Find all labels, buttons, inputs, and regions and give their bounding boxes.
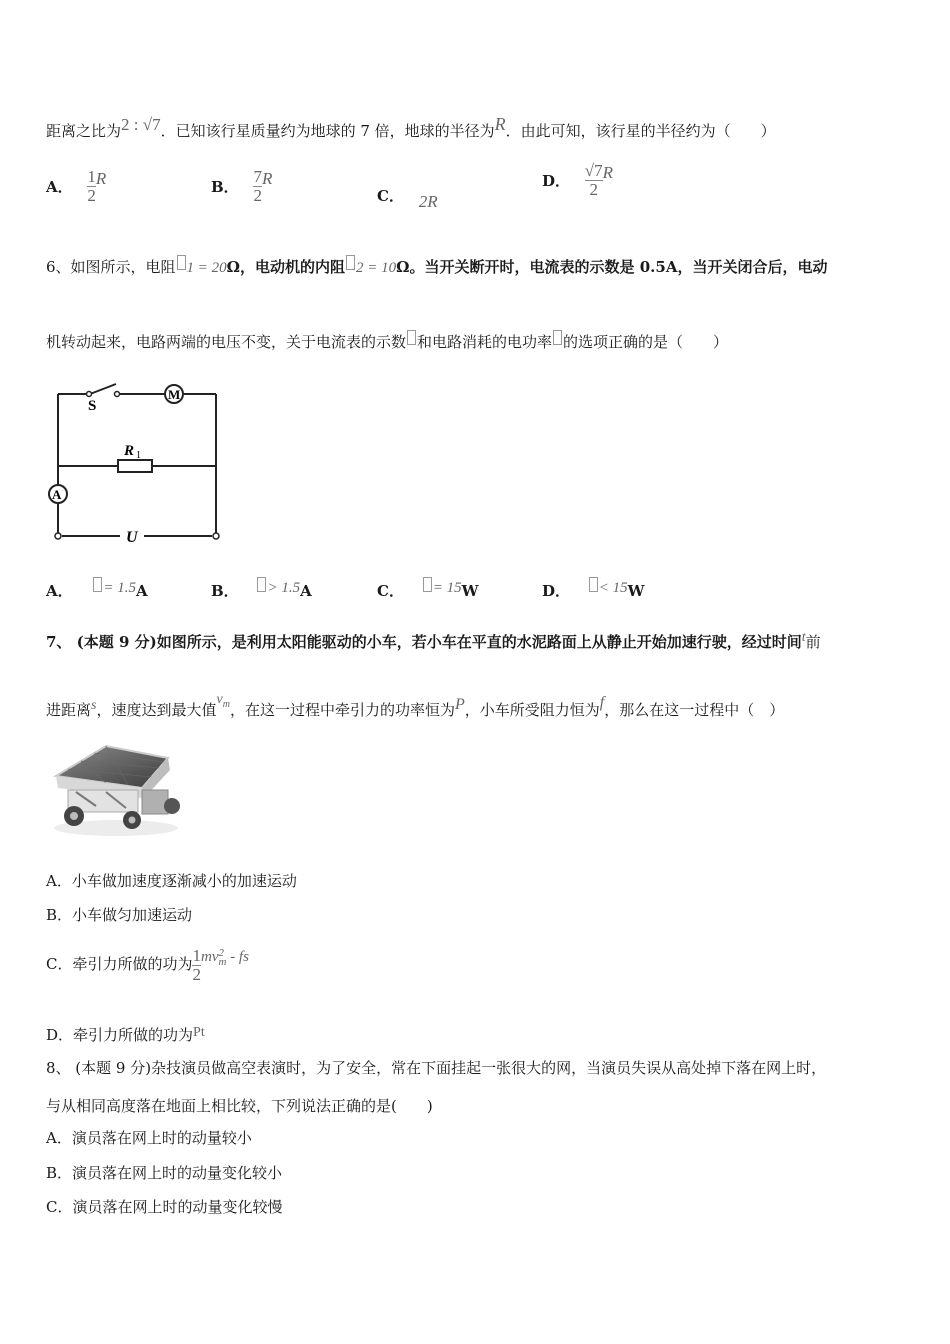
resistance-r1: 1 = 20	[186, 260, 227, 276]
option-label: B．	[211, 178, 239, 196]
q5-option-a[interactable]: A． $\frac{1}{2}$ R	[46, 167, 107, 205]
placeholder-glyph	[589, 577, 598, 592]
kinetic-energy-expr: mv 2 m - fs	[200, 946, 249, 968]
q5-text: 距离之比为	[46, 122, 122, 140]
q8-stem-line2: 与从相同高度落在地面上相比较，下列说法正确的是( )	[46, 1097, 433, 1115]
placeholder-glyph	[407, 330, 416, 345]
q8-option-c[interactable]: C．演员落在网上时的动量变化较慢	[46, 1198, 283, 1216]
gearbox	[142, 790, 168, 814]
option-label: C．	[377, 582, 404, 600]
work-expr: Pt	[193, 1025, 205, 1040]
voltage-label: U	[126, 529, 138, 546]
option-label: B．	[211, 582, 239, 600]
fraction: $\frac{1}{2}$	[87, 167, 96, 205]
placeholder-glyph	[346, 255, 355, 270]
q5-text: ．已知该行星质量约为地球的 7 倍，地球的半径为	[160, 122, 495, 140]
switch-contact	[87, 392, 92, 397]
q5-stem	[46, 112, 776, 143]
fraction: $\frac{1}{2}$	[192, 945, 201, 984]
max-velocity-symbol: $v_m$	[216, 692, 230, 710]
q5-ratio: 2 : √7	[121, 115, 161, 134]
q6-option-d[interactable]: D． < 15W	[542, 577, 645, 601]
resistor-r1	[118, 460, 152, 472]
q6-stem-line2: 机转动起来，电路两端的电压不变，关于电流表的示数 和电路消耗的电功率 的选项正确的是（ ）	[46, 330, 728, 354]
option-label: A．	[46, 582, 73, 600]
placeholder-glyph	[553, 330, 562, 345]
q5-text: ．由此可知，该行星的半径约为（ ）	[505, 122, 776, 140]
solar-car-photo	[46, 740, 186, 840]
q7-option-d[interactable]: D．牵引力所做的功为Pt	[46, 1025, 205, 1044]
resistor-subscript: 1	[136, 450, 141, 461]
distance-symbol: s	[91, 698, 97, 713]
placeholder-glyph	[177, 255, 186, 270]
placeholder-glyph	[257, 577, 266, 592]
q5-option-b[interactable]: B． $\frac{7}{2}$ R	[211, 167, 273, 205]
ammeter-label: A	[52, 487, 62, 502]
option-label: D．	[542, 582, 571, 600]
option-label: A．	[46, 178, 73, 196]
fraction: $\frac{7}{2}$	[253, 167, 262, 205]
placeholder-glyph	[93, 577, 102, 592]
terminal-right	[213, 533, 219, 539]
q7-option-a[interactable]: A．小车做加速度逐渐减小的加速运动	[46, 872, 297, 890]
q5-radius-symbol: R	[494, 114, 506, 134]
q8-option-a[interactable]: A．演员落在网上时的动量较小	[46, 1129, 252, 1147]
resistor-label: R	[124, 443, 135, 459]
switch-contact	[115, 392, 120, 397]
power-symbol: P	[454, 696, 465, 713]
q5-option-c[interactable]: C． 2R	[377, 187, 438, 211]
fraction: $\frac{√7}{2}$	[584, 161, 603, 199]
switch-blade	[90, 384, 116, 394]
q5-option-d[interactable]: D． $\frac{√7}{2}$ R	[542, 161, 614, 199]
q6-option-b[interactable]: B． > 1.5A	[211, 577, 312, 601]
q8-stem-line1: 8、 (本题 9 分)杂技演员做高空表演时，为了安全，常在下面挂起一张很大的网，当演员失误从高处掉下落在网上时，	[46, 1059, 827, 1077]
q6-option-c[interactable]: C． = 15W	[377, 577, 478, 601]
switch-label: S	[88, 398, 97, 414]
q7-option-b[interactable]: B．小车做匀加速运动	[46, 906, 193, 924]
time-symbol: t	[801, 630, 806, 645]
q7-stem-line1: 7、 (本题 9 分)如图所示，是利用太阳能驱动的小车，若小车在平直的水泥路面上从静止开始加速行驶，经过时间t前	[46, 630, 821, 651]
option-label: D．	[542, 172, 571, 190]
motor-label: M	[168, 387, 181, 402]
placeholder-glyph	[423, 577, 432, 592]
q6-stem-line1: 6、如图所示，电阻 1 = 20Ω，电动机的内阻 2 = 10Ω。当开关断开时，电流表的示数是 0.5A，当开关闭合后，电动	[46, 255, 827, 280]
q6-option-a[interactable]: A． = 1.5A	[46, 577, 148, 601]
q8-option-b[interactable]: B．演员落在网上时的动量变化较小	[46, 1164, 283, 1182]
wheel-side	[164, 798, 180, 814]
terminal-left	[55, 533, 61, 539]
friction-symbol: f	[599, 694, 605, 711]
circuit-diagram	[44, 382, 224, 548]
q7-stem-line2: 进距离s，速度达到最大值$v_m$，在这一过程中牵引力的功率恒为P，小车所受阻力恒为f，那么在这一过程中（ ）	[46, 692, 785, 719]
q7-option-c[interactable]: C．牵引力所做的功为 $\frac{1}{2}$ mv 2 m - fs	[46, 945, 249, 984]
resistance-r2: 2 = 10	[356, 260, 397, 276]
option-label: C．	[377, 187, 404, 205]
